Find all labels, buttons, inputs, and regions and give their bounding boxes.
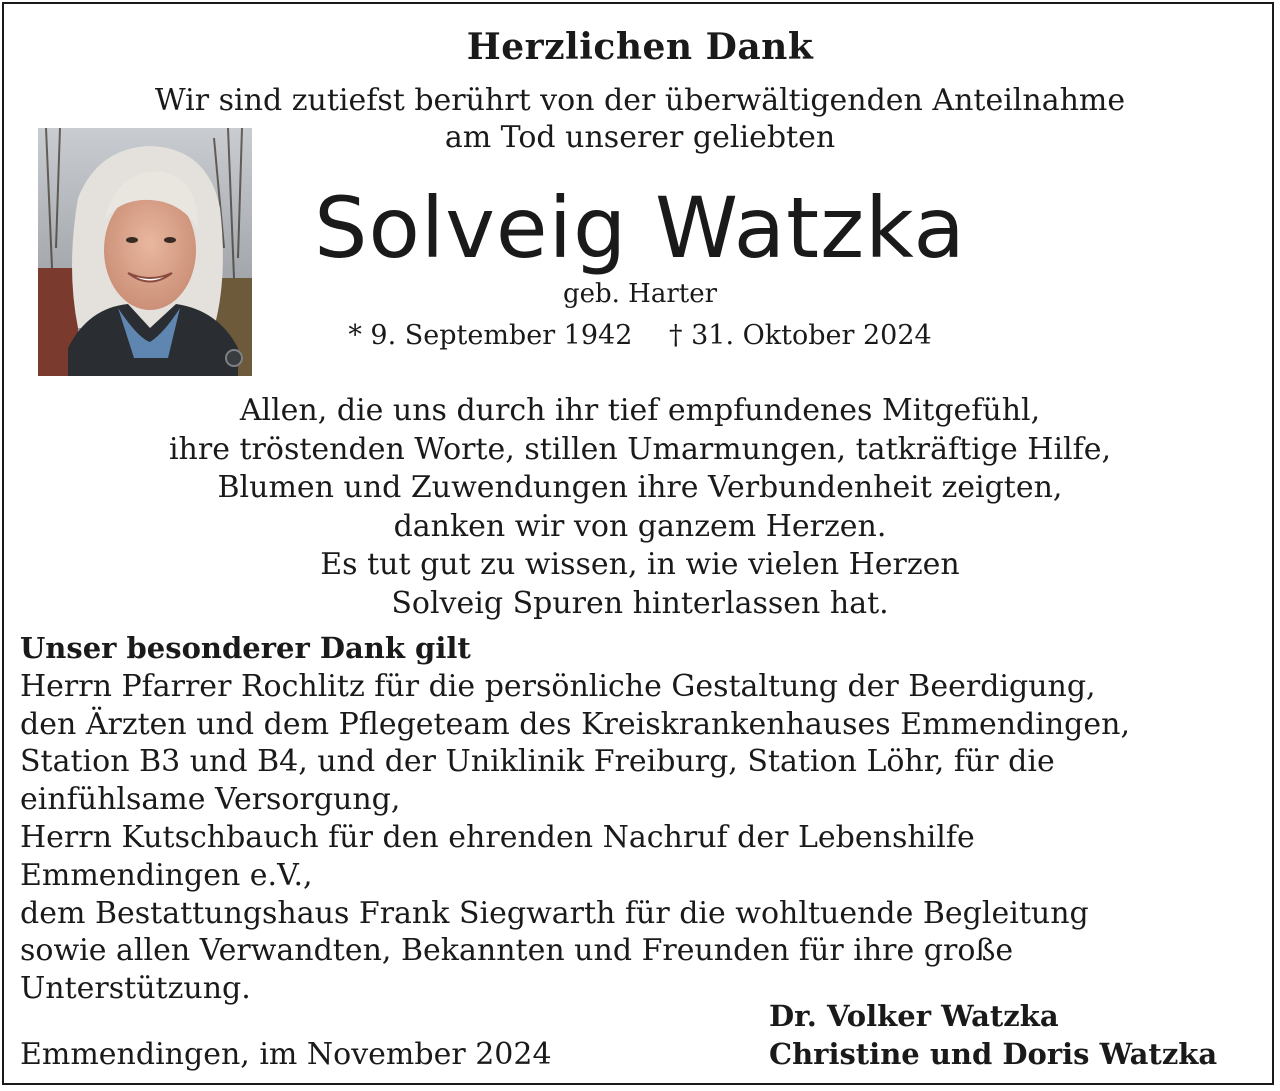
signer-name: Dr. Volker Watzka: [769, 999, 1059, 1033]
special-thanks-line: dem Bestattungshaus Frank Siegwarth für die wohltuende Begleitung: [20, 895, 1089, 931]
maiden-name: geb. Harter: [562, 279, 718, 309]
special-thanks-title: Unser besonderer Dank gilt: [20, 631, 471, 665]
thanks-line: Es tut gut zu wissen, in wie vielen Herzen: [320, 547, 960, 582]
signatories: [769, 997, 1217, 1073]
intro-line: am Tod unserer geliebten: [444, 120, 836, 155]
thanks-line: ihre tröstenden Worte, stillen Umarmungen, tatkräftige Hilfe,: [168, 431, 1112, 467]
special-thanks-line: Herrn Kutschbauch für den ehrenden Nachruf der Lebenshilfe: [20, 819, 975, 855]
special-thanks-line: Emmendingen e.V.,: [20, 857, 313, 893]
birth-date: * 9. September 1942: [348, 320, 633, 351]
death-date: † 31. Oktober 2024: [669, 320, 932, 351]
special-thanks-line: Unterstützung.: [20, 971, 251, 1007]
special-thanks-line: einfühlsame Versorgung,: [20, 782, 401, 818]
special-thanks-line: den Ärzten und dem Pflegeteam des Kreiskrankenhauses Emmendingen,: [20, 706, 1130, 742]
thanks-line: danken wir von ganzem Herzen.: [393, 508, 887, 544]
thanks-text: [4, 392, 1276, 623]
special-thanks: [20, 630, 1270, 1008]
special-thanks-line: Herrn Pfarrer Rochlitz für die persönliche Gestaltung der Beerdigung,: [20, 668, 1096, 704]
thanks-line: Allen, die uns durch ihr tief empfundenes Mitgefühl,: [239, 393, 1041, 428]
thanks-line: Blumen und Zuwendungen ihre Verbundenheit zeigten,: [217, 470, 1063, 505]
special-thanks-line: Station B3 und B4, und der Uniklinik Freiburg, Station Löhr, für die: [20, 744, 1055, 780]
obituary-notice: [2, 2, 1274, 1085]
special-thanks-line: sowie allen Verwandten, Bekannten und Freunden für ihre große: [20, 933, 1014, 969]
notice-heading: Herzlichen Dank: [466, 26, 814, 68]
life-dates: [4, 318, 1276, 354]
deceased-name: Solveig Watzka: [314, 179, 966, 277]
thanks-line: Solveig Spuren hinterlassen hat.: [391, 585, 889, 621]
place-and-date: Emmendingen, im November 2024: [20, 1037, 552, 1072]
signer-name: Christine und Doris Watzka: [769, 1037, 1218, 1071]
intro-line: Wir sind zutiefst berührt von der überwältigenden Anteilnahme: [154, 83, 1126, 118]
